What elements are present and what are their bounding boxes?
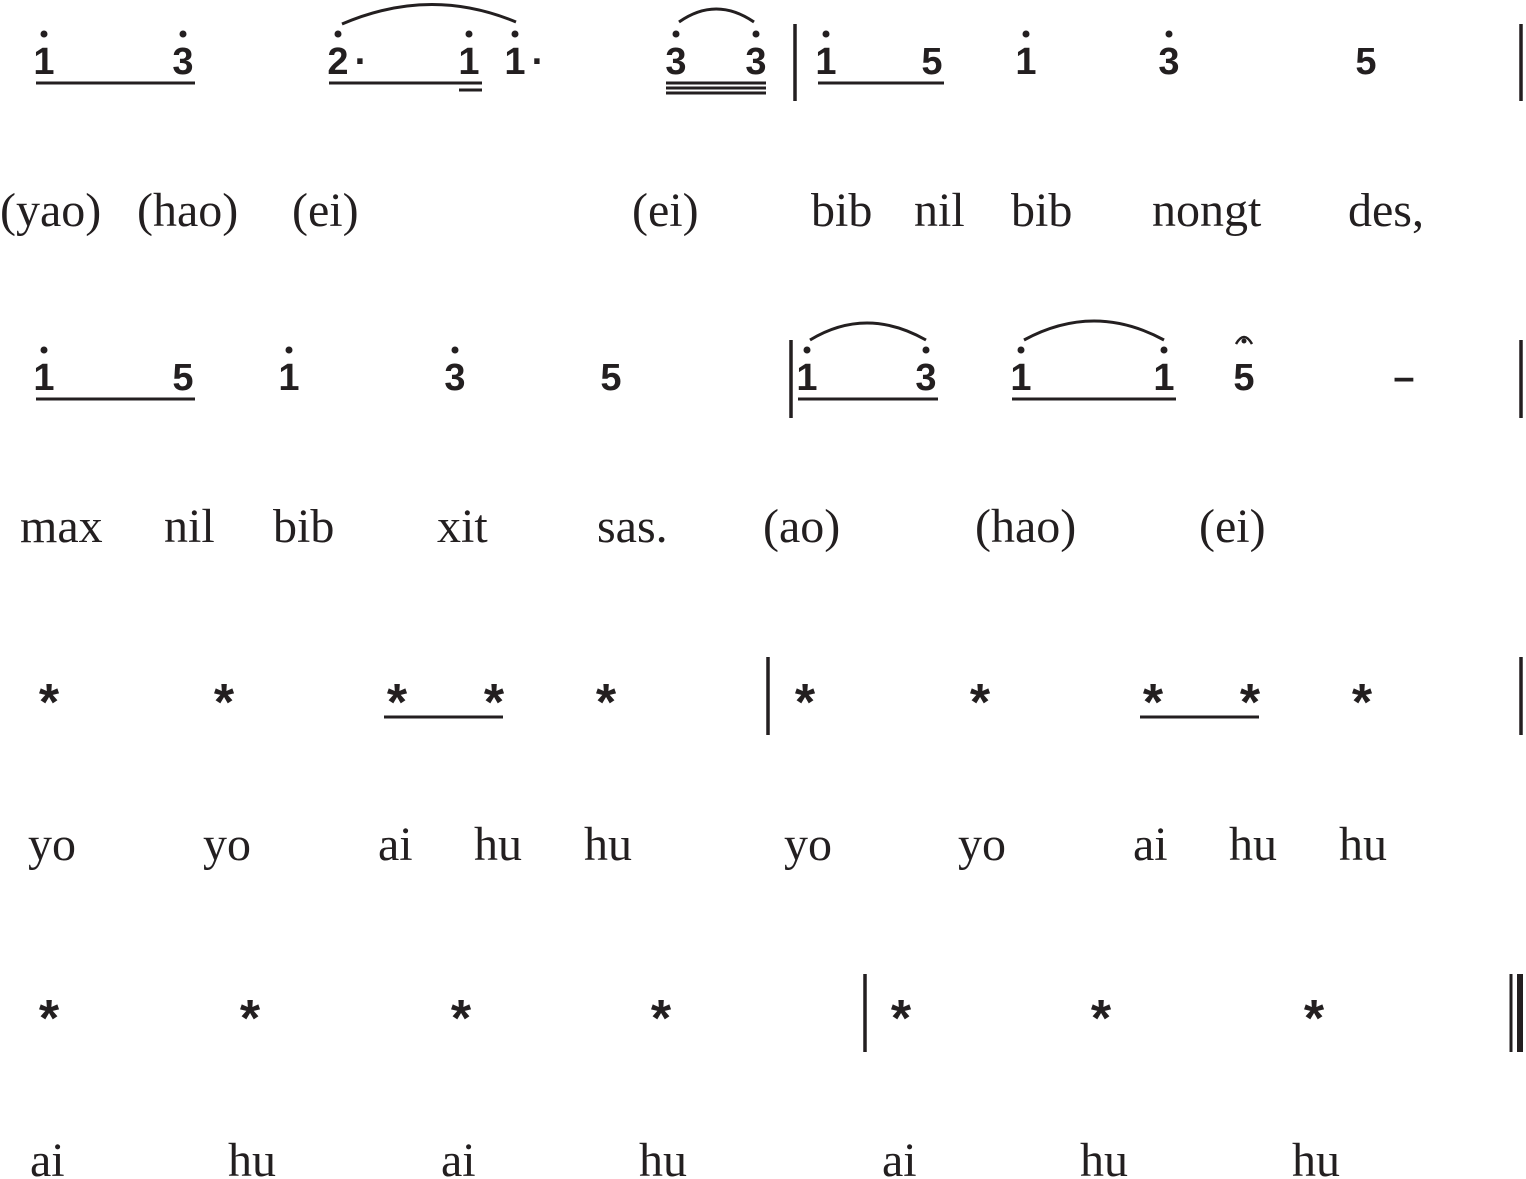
octave-dot [41,31,48,38]
lyric-syllable: bib [1011,184,1073,237]
octave-dot [804,347,811,354]
lyric-syllable: ai [378,818,413,871]
note: 5 [1233,357,1255,399]
octave-dot [335,31,342,38]
lyric-syllable: sas. [597,500,668,553]
lyric-syllable: (ei) [632,184,699,237]
rhythm-star: * [483,674,505,732]
note: 1 [1153,357,1175,399]
note: 3 [665,41,687,83]
slur-arc [1024,321,1164,340]
octave-dot [673,31,680,38]
note: 1 [1015,41,1037,83]
lyric-syllable: (ei) [292,184,359,237]
rhythm-star: * [794,674,816,732]
slur-arc [810,323,926,340]
octave-dot [180,31,187,38]
lyric-syllable: bib [273,500,335,553]
note: 5 [172,357,194,399]
lyric-syllable: (ao) [763,500,841,553]
lyric-syllable: (ei) [1199,500,1266,553]
rhythm-star: * [213,674,235,732]
system-1-notes [33,4,1521,101]
note: 2 [327,41,349,83]
note: 5 [921,41,943,83]
rhythm-star: * [38,990,60,1048]
octave-dot [1161,347,1168,354]
lyric-syllable: nil [164,500,215,553]
rhythm-star: * [1351,674,1373,732]
octave-dot [753,31,760,38]
lyric-syllable: hu [639,1134,687,1179]
octave-dot [286,347,293,354]
fermata-dot [1242,339,1247,344]
lyric-syllable: yo [784,818,832,871]
rhythm-star: * [890,990,912,1048]
lyric-syllable: hu [474,818,522,871]
augmentation-dot: · [531,41,545,83]
rhythm-star: * [386,674,408,732]
note: 1 [458,41,480,83]
octave-dot [1023,31,1030,38]
octave-dot [1018,347,1025,354]
octave-dot [452,347,459,354]
octave-dot [512,31,519,38]
rhythm-star: * [450,990,472,1048]
lyric-syllable: xit [437,500,488,553]
lyric-syllable: nil [914,184,965,237]
system-4-lyrics [30,1134,1340,1179]
lyric-syllable: yo [203,818,251,871]
lyric-syllable: ai [441,1134,476,1179]
rhythm-star: * [1239,674,1261,732]
note: 1 [504,41,526,83]
lyric-syllable: (hao) [975,500,1077,553]
rhythm-star: * [650,990,672,1048]
slur-arc [679,9,754,22]
lyric-syllable: bib [811,184,873,237]
octave-dot [923,347,930,354]
rhythm-star: * [969,674,991,732]
lyric-syllable: (hao) [137,184,239,237]
lyric-syllable: yo [28,818,76,871]
system-2-notes [33,321,1521,418]
note: 1 [33,41,55,83]
lyric-syllable: des, [1348,184,1424,237]
lyric-syllable: hu [584,818,632,871]
lyric-syllable: hu [1229,818,1277,871]
lyric-syllable: ai [30,1134,65,1179]
lyric-syllable: max [20,500,103,553]
note: 3 [745,41,767,83]
rhythm-star: * [1303,990,1325,1048]
system-3-lyrics [28,818,1387,871]
lyric-syllable: hu [228,1134,276,1179]
note: 1 [278,357,300,399]
system-4-rhythm [39,974,1520,1052]
note: 1 [796,357,818,399]
sustain-dash: – [1393,357,1415,399]
lyric-syllable: nongt [1152,184,1262,237]
octave-dot [466,31,473,38]
note: 5 [600,357,622,399]
note: 3 [915,357,937,399]
rhythm-star: * [38,674,60,732]
note: 3 [172,41,194,83]
slur-arc [342,4,516,24]
note: 3 [1158,41,1180,83]
lyric-syllable: hu [1080,1134,1128,1179]
note: 1 [1010,357,1032,399]
note: 1 [815,41,837,83]
augmentation-dot: · [354,41,368,83]
rhythm-star: * [1142,674,1164,732]
octave-dot [41,347,48,354]
lyric-syllable: yo [958,818,1006,871]
octave-dot [823,31,830,38]
system-3-rhythm [39,657,1521,735]
rhythm-star: * [595,674,617,732]
system-2-lyrics [20,500,1266,553]
lyric-syllable: hu [1292,1134,1340,1179]
lyric-syllable: ai [882,1134,917,1179]
note: 5 [1355,41,1377,83]
note: 1 [33,357,55,399]
octave-dot [1166,31,1173,38]
rhythm-star: * [1090,990,1112,1048]
note: 3 [444,357,466,399]
system-1-lyrics [0,184,1424,237]
rhythm-star: * [239,990,261,1048]
lyric-syllable: (yao) [0,184,102,237]
lyric-syllable: hu [1339,818,1387,871]
lyric-syllable: ai [1133,818,1168,871]
